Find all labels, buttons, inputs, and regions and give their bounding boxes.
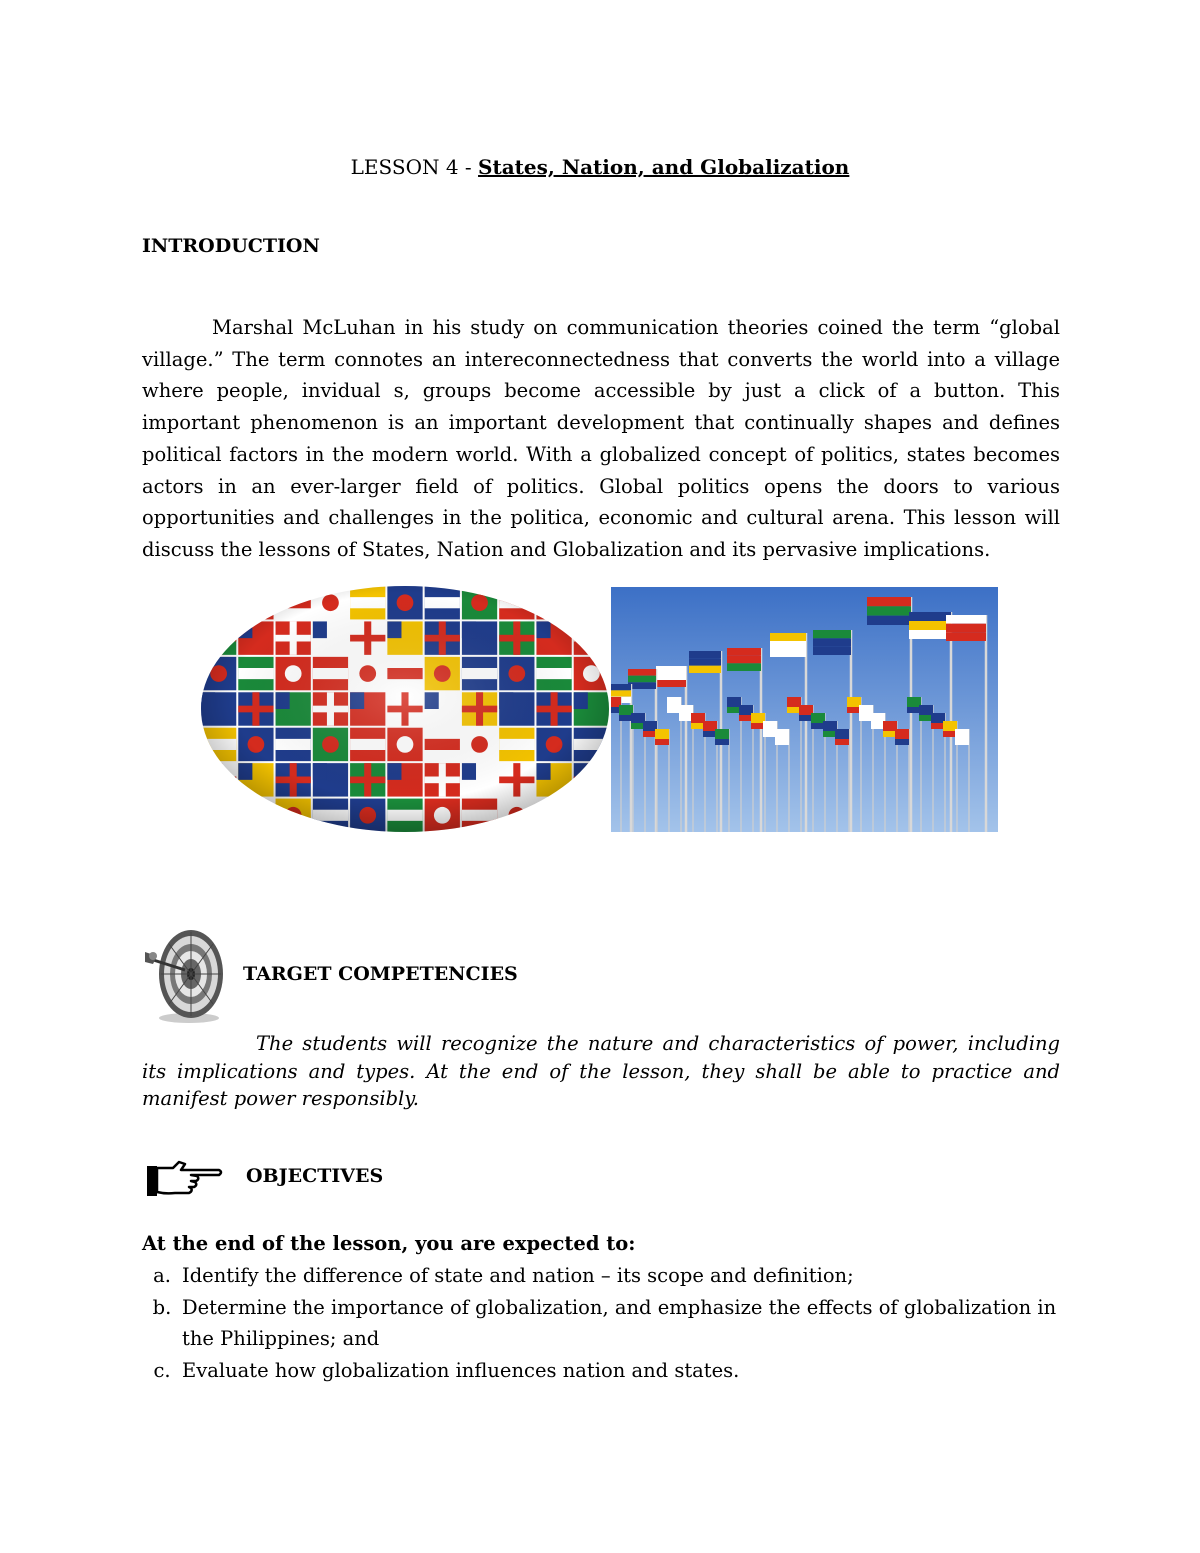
lesson-subtitle: States, Nation, and Globalization bbox=[478, 155, 850, 179]
target-competencies-heading: TARGET COMPETENCIES bbox=[243, 963, 518, 985]
lesson-title bbox=[0, 155, 1200, 179]
list-item-text: Evaluate how globalization influences nation and states. bbox=[182, 1358, 740, 1382]
list-marker: c. bbox=[153, 1358, 171, 1382]
lesson-prefix: LESSON 4 - bbox=[350, 155, 479, 179]
list-marker: b. bbox=[152, 1295, 172, 1319]
introduction-paragraph: Marshal McLuhan in his study on communication theories coined the term “global village.” The term connotes an intereconnectedness that converts the world into a village where people, invidual s, groups become accessible by just a click of a button. This important phenomenon is an important development that continually shapes and defines political factors in the modern world. With a globalized concept of politics, states becomes actors in an ever-larger field of politics. Global politics opens the doors to various opportunities and challenges in the politica, economic and cultural arena. This lesson will discuss the lessons of States, Nation and Globalization and its pervasive implications. bbox=[142, 316, 1060, 561]
introduction-heading: INTRODUCTION bbox=[142, 235, 320, 257]
objectives-heading: OBJECTIVES bbox=[246, 1165, 384, 1187]
flag-globe-image bbox=[200, 585, 610, 833]
list-item-text: Identify the difference of state and nation – its scope and definition; bbox=[182, 1264, 854, 1287]
list-item-text: Determine the importance of globalization, and emphasize the effects of globalization in the Philippines; and bbox=[182, 1295, 1057, 1350]
objectives-list bbox=[142, 1260, 1060, 1386]
list-marker: a. bbox=[153, 1264, 171, 1287]
pointing-hand-icon bbox=[145, 1158, 225, 1200]
dartboard-icon bbox=[145, 922, 227, 1024]
objectives-intro: At the end of the lesson, you are expected to: bbox=[142, 1232, 636, 1255]
list-item bbox=[142, 1292, 1060, 1355]
target-competencies-paragraph: The students will recognize the nature and characteristics of power, including its implications and types. At the end of the lesson, they shall be able to practice and manifest power responsibly. bbox=[142, 1032, 1060, 1110]
list-item bbox=[142, 1355, 1060, 1387]
flags-on-poles-image bbox=[611, 587, 998, 832]
list-item bbox=[142, 1260, 1060, 1292]
